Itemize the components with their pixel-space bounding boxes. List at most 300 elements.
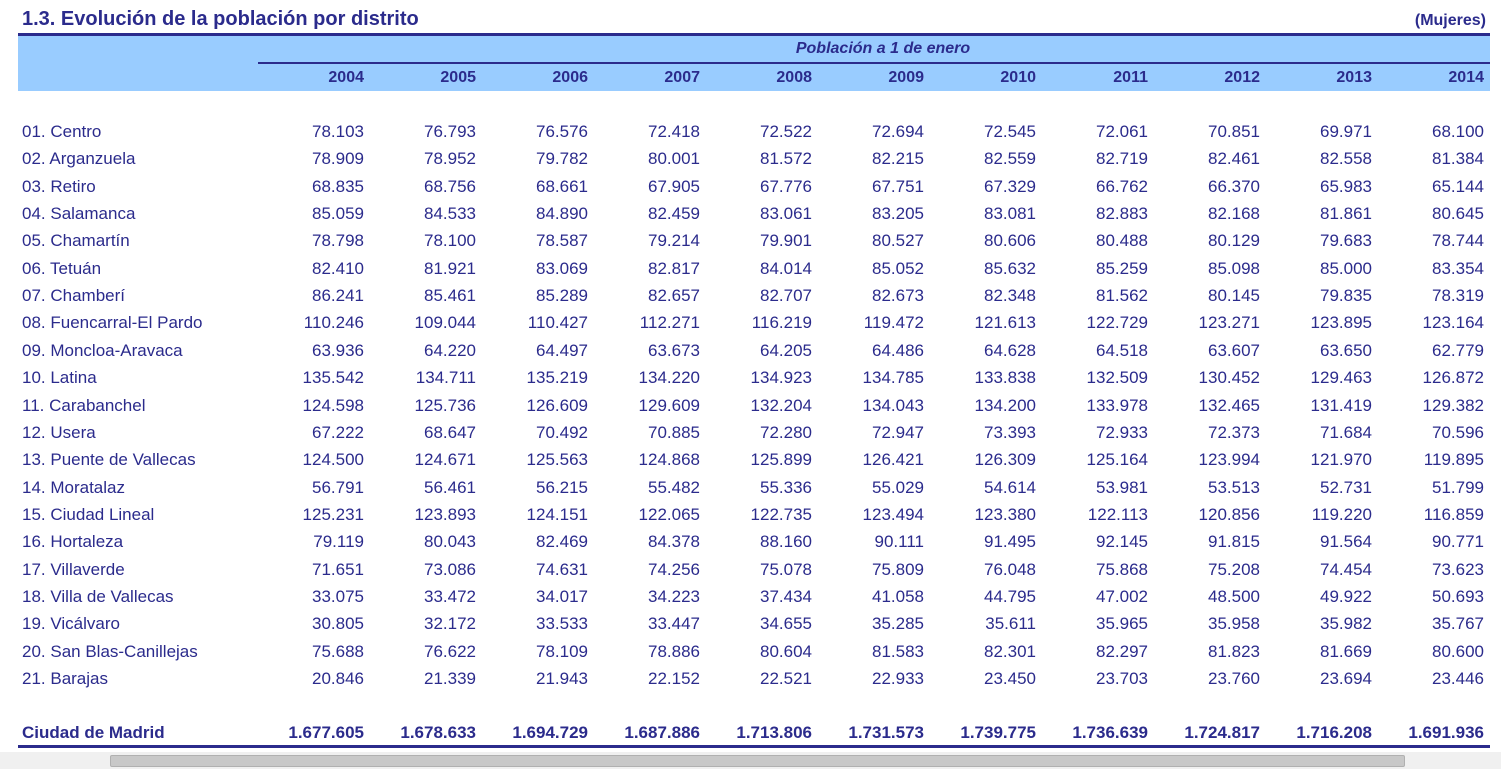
table-row bbox=[0, 177, 1501, 204]
population-value: 80.145 bbox=[1208, 286, 1260, 305]
population-value: 68.835 bbox=[312, 177, 364, 196]
district-label: 06. Tetuán bbox=[22, 259, 102, 278]
population-value: 33.075 bbox=[312, 587, 364, 606]
population-value: 79.901 bbox=[760, 231, 812, 250]
population-value: 72.061 bbox=[1096, 122, 1148, 141]
population-value: 55.029 bbox=[872, 478, 924, 497]
population-value: 23.694 bbox=[1320, 669, 1372, 688]
population-value: 112.271 bbox=[639, 313, 700, 332]
population-value: 72.522 bbox=[760, 122, 812, 141]
population-value: 64.497 bbox=[536, 341, 588, 360]
population-value: 92.145 bbox=[1096, 532, 1148, 551]
population-value: 65.983 bbox=[1320, 177, 1372, 196]
population-value: 123.164 bbox=[1422, 313, 1484, 332]
population-value: 33.472 bbox=[424, 587, 476, 606]
district-label: 15. Ciudad Lineal bbox=[22, 505, 155, 524]
population-value: 62.779 bbox=[1432, 341, 1484, 360]
population-value: 82.215 bbox=[872, 149, 924, 168]
population-value: 64.486 bbox=[872, 341, 924, 360]
table-row bbox=[0, 642, 1501, 669]
population-value: 71.651 bbox=[312, 560, 364, 579]
population-value: 125.164 bbox=[1086, 450, 1148, 469]
population-value: 78.109 bbox=[536, 642, 588, 661]
population-value: 82.707 bbox=[760, 286, 812, 305]
district-label: 19. Vicálvaro bbox=[22, 614, 120, 633]
population-value: 66.762 bbox=[1096, 177, 1148, 196]
population-value: 84.890 bbox=[536, 204, 588, 223]
population-value: 55.482 bbox=[648, 478, 700, 497]
district-label: 14. Moratalaz bbox=[22, 478, 125, 497]
horizontal-scrollbar[interactable] bbox=[0, 752, 1501, 769]
population-value: 88.160 bbox=[760, 532, 812, 551]
population-value: 123.380 bbox=[974, 505, 1036, 524]
population-value: 90.111 bbox=[874, 532, 924, 551]
population-value: 75.809 bbox=[872, 560, 924, 579]
district-label: 21. Barajas bbox=[22, 669, 108, 688]
population-value: 82.817 bbox=[648, 259, 700, 278]
population-value: 72.947 bbox=[872, 423, 924, 442]
population-value: 134.711 bbox=[415, 368, 476, 387]
population-value: 73.623 bbox=[1432, 560, 1484, 579]
population-value: 78.100 bbox=[424, 231, 476, 250]
population-value: 85.098 bbox=[1208, 259, 1260, 278]
population-value: 91.564 bbox=[1320, 532, 1372, 551]
population-value: 82.297 bbox=[1096, 642, 1148, 661]
population-value: 83.069 bbox=[536, 259, 588, 278]
population-value: 126.872 bbox=[1422, 368, 1484, 387]
population-value: 119.472 bbox=[863, 313, 924, 332]
population-value: 80.604 bbox=[760, 642, 812, 661]
population-value: 91.815 bbox=[1208, 532, 1260, 551]
population-value: 35.767 bbox=[1432, 614, 1484, 633]
population-value: 119.895 bbox=[1423, 450, 1484, 469]
page-title: 1.3. Evolución de la población por distrito bbox=[22, 8, 419, 30]
population-value: 23.446 bbox=[1432, 669, 1484, 688]
population-value: 51.799 bbox=[1432, 478, 1484, 497]
population-value: 119.220 bbox=[1311, 505, 1372, 524]
population-value: 80.527 bbox=[872, 231, 924, 250]
population-value: 68.647 bbox=[424, 423, 476, 442]
year-header: 2014 bbox=[1448, 69, 1484, 86]
population-value: 121.970 bbox=[1310, 450, 1372, 469]
population-value: 67.751 bbox=[872, 177, 924, 196]
population-value: 74.454 bbox=[1320, 560, 1372, 579]
population-value: 83.061 bbox=[760, 204, 812, 223]
population-value: 49.922 bbox=[1320, 587, 1372, 606]
population-value: 78.952 bbox=[424, 149, 476, 168]
population-value: 82.673 bbox=[872, 286, 924, 305]
population-value: 80.043 bbox=[424, 532, 476, 551]
population-value: 133.838 bbox=[974, 368, 1036, 387]
district-label: 11. Carabanchel bbox=[22, 396, 146, 415]
population-value: 82.657 bbox=[648, 286, 700, 305]
population-value: 81.572 bbox=[760, 149, 812, 168]
table-row bbox=[0, 614, 1501, 641]
year-header: 2011 bbox=[1113, 69, 1148, 86]
population-value: 132.204 bbox=[750, 396, 812, 415]
table-row bbox=[0, 560, 1501, 587]
gender-note: (Mujeres) bbox=[1414, 12, 1486, 29]
population-value: 81.669 bbox=[1320, 642, 1372, 661]
table-row bbox=[0, 368, 1501, 395]
population-value: 35.958 bbox=[1208, 614, 1260, 633]
population-value: 32.172 bbox=[424, 614, 476, 633]
population-value: 70.851 bbox=[1208, 122, 1260, 141]
population-value: 134.220 bbox=[638, 368, 700, 387]
population-value: 68.100 bbox=[1432, 122, 1484, 141]
population-value: 82.459 bbox=[648, 204, 700, 223]
population-value: 84.014 bbox=[760, 259, 812, 278]
table-row bbox=[0, 450, 1501, 477]
population-value: 70.492 bbox=[536, 423, 588, 442]
population-value: 82.348 bbox=[984, 286, 1036, 305]
population-value: 122.729 bbox=[1086, 313, 1148, 332]
population-value: 68.661 bbox=[536, 177, 588, 196]
population-value: 44.795 bbox=[984, 587, 1036, 606]
population-value: 80.600 bbox=[1432, 642, 1484, 661]
population-value: 86.241 bbox=[312, 286, 364, 305]
population-value: 67.222 bbox=[312, 423, 364, 442]
population-value: 72.280 bbox=[760, 423, 812, 442]
population-value: 131.419 bbox=[1310, 396, 1372, 415]
population-value: 78.744 bbox=[1432, 231, 1484, 250]
district-label: 16. Hortaleza bbox=[22, 532, 124, 551]
total-label: Ciudad de Madrid bbox=[22, 723, 165, 742]
population-value: 78.886 bbox=[648, 642, 700, 661]
population-value: 48.500 bbox=[1208, 587, 1260, 606]
population-value: 33.447 bbox=[648, 614, 700, 633]
population-value: 116.219 bbox=[751, 313, 812, 332]
district-label: 10. Latina bbox=[22, 368, 97, 387]
district-label: 02. Arganzuela bbox=[22, 149, 136, 168]
population-value: 78.909 bbox=[312, 149, 364, 168]
population-value: 122.735 bbox=[750, 505, 812, 524]
population-value: 70.885 bbox=[648, 423, 700, 442]
population-value: 135.219 bbox=[526, 368, 588, 387]
population-value: 80.606 bbox=[984, 231, 1036, 250]
population-value: 125.563 bbox=[526, 450, 588, 469]
population-value: 76.793 bbox=[424, 122, 476, 141]
district-label: 12. Usera bbox=[22, 423, 96, 442]
population-value: 54.614 bbox=[984, 478, 1036, 497]
population-value: 22.152 bbox=[648, 669, 700, 688]
population-value: 125.231 bbox=[302, 505, 364, 524]
population-value: 81.921 bbox=[424, 259, 476, 278]
table-row bbox=[0, 286, 1501, 313]
population-value: 134.200 bbox=[974, 396, 1036, 415]
year-header: 2010 bbox=[1000, 69, 1036, 86]
population-value: 74.631 bbox=[536, 560, 588, 579]
district-label: 17. Villaverde bbox=[22, 560, 125, 579]
year-header: 2013 bbox=[1336, 69, 1372, 86]
table-row bbox=[0, 231, 1501, 258]
population-value: 91.495 bbox=[984, 532, 1036, 551]
population-value: 63.650 bbox=[1320, 341, 1372, 360]
table-row bbox=[0, 423, 1501, 450]
population-value: 74.256 bbox=[648, 560, 700, 579]
population-value: 110.427 bbox=[527, 313, 588, 332]
population-value: 67.329 bbox=[984, 177, 1036, 196]
population-value: 85.461 bbox=[424, 286, 476, 305]
table-row bbox=[0, 587, 1501, 614]
total-value: 1.731.573 bbox=[848, 723, 924, 742]
population-value: 85.259 bbox=[1096, 259, 1148, 278]
population-value: 55.336 bbox=[760, 478, 812, 497]
population-value: 122.113 bbox=[1087, 505, 1148, 524]
population-value: 64.205 bbox=[760, 341, 812, 360]
population-value: 81.384 bbox=[1432, 149, 1484, 168]
table-row bbox=[0, 259, 1501, 286]
table-row bbox=[0, 313, 1501, 340]
population-value: 23.703 bbox=[1096, 669, 1148, 688]
population-value: 68.756 bbox=[424, 177, 476, 196]
population-value: 78.103 bbox=[312, 122, 364, 141]
table-row bbox=[0, 204, 1501, 231]
population-value: 134.923 bbox=[750, 368, 812, 387]
population-value: 82.558 bbox=[1320, 149, 1372, 168]
population-value: 67.776 bbox=[760, 177, 812, 196]
population-value: 123.994 bbox=[1198, 450, 1260, 469]
total-value: 1.739.775 bbox=[960, 723, 1036, 742]
population-value: 76.576 bbox=[536, 122, 588, 141]
population-value: 134.043 bbox=[862, 396, 924, 415]
population-value: 85.289 bbox=[536, 286, 588, 305]
population-value: 23.760 bbox=[1208, 669, 1260, 688]
population-value: 63.607 bbox=[1208, 341, 1260, 360]
district-label: 07. Chamberí bbox=[22, 286, 125, 305]
population-value: 116.859 bbox=[1423, 505, 1484, 524]
population-value: 72.373 bbox=[1208, 423, 1260, 442]
population-value: 80.488 bbox=[1096, 231, 1148, 250]
population-value: 83.205 bbox=[872, 204, 924, 223]
population-value: 64.518 bbox=[1096, 341, 1148, 360]
population-value: 126.309 bbox=[974, 450, 1036, 469]
population-value: 56.461 bbox=[424, 478, 476, 497]
population-value: 83.081 bbox=[984, 204, 1036, 223]
population-value: 79.835 bbox=[1320, 286, 1372, 305]
population-value: 82.469 bbox=[536, 532, 588, 551]
population-value: 63.936 bbox=[312, 341, 364, 360]
population-value: 22.521 bbox=[760, 669, 812, 688]
population-value: 109.044 bbox=[414, 313, 476, 332]
district-label: 18. Villa de Vallecas bbox=[22, 587, 174, 606]
population-value: 126.421 bbox=[862, 450, 924, 469]
total-value: 1.678.633 bbox=[400, 723, 476, 742]
population-value: 76.622 bbox=[424, 642, 476, 661]
district-label: 09. Moncloa-Aravaca bbox=[22, 341, 183, 360]
population-value: 90.771 bbox=[1432, 532, 1484, 551]
population-value: 47.002 bbox=[1096, 587, 1148, 606]
population-value: 124.500 bbox=[302, 450, 364, 469]
table-row bbox=[0, 149, 1501, 176]
population-value: 126.609 bbox=[526, 396, 588, 415]
population-value: 85.059 bbox=[312, 204, 364, 223]
population-value: 72.545 bbox=[984, 122, 1036, 141]
population-value: 64.628 bbox=[984, 341, 1036, 360]
population-value: 82.559 bbox=[984, 149, 1036, 168]
population-value: 129.382 bbox=[1422, 396, 1484, 415]
population-value: 78.319 bbox=[1432, 286, 1484, 305]
table-row bbox=[0, 341, 1501, 368]
population-value: 22.933 bbox=[872, 669, 924, 688]
population-value: 73.393 bbox=[984, 423, 1036, 442]
population-value: 120.856 bbox=[1198, 505, 1260, 524]
population-value: 82.719 bbox=[1096, 149, 1148, 168]
population-value: 84.533 bbox=[424, 204, 476, 223]
population-value: 125.736 bbox=[414, 396, 476, 415]
population-value: 132.465 bbox=[1198, 396, 1260, 415]
table-row bbox=[0, 532, 1501, 559]
total-value: 1.716.208 bbox=[1296, 723, 1372, 742]
total-value: 1.687.886 bbox=[624, 723, 700, 742]
population-value: 82.461 bbox=[1208, 149, 1260, 168]
population-value: 82.410 bbox=[312, 259, 364, 278]
population-value: 80.645 bbox=[1432, 204, 1484, 223]
population-value: 33.533 bbox=[536, 614, 588, 633]
population-value: 83.354 bbox=[1432, 259, 1484, 278]
total-value: 1.713.806 bbox=[736, 723, 812, 742]
population-value: 125.899 bbox=[750, 450, 812, 469]
population-value: 81.861 bbox=[1320, 204, 1372, 223]
year-header: 2012 bbox=[1224, 69, 1260, 86]
population-value: 124.671 bbox=[414, 450, 476, 469]
population-value: 70.596 bbox=[1432, 423, 1484, 442]
total-value: 1.677.605 bbox=[288, 723, 364, 742]
population-value: 66.370 bbox=[1208, 177, 1260, 196]
population-value: 129.463 bbox=[1310, 368, 1372, 387]
population-value: 110.246 bbox=[303, 313, 364, 332]
table-row bbox=[0, 478, 1501, 505]
population-value: 72.418 bbox=[648, 122, 700, 141]
population-value: 81.823 bbox=[1208, 642, 1260, 661]
population-value: 82.168 bbox=[1208, 204, 1260, 223]
population-value: 124.868 bbox=[638, 450, 700, 469]
population-value: 20.846 bbox=[312, 669, 364, 688]
population-value: 56.215 bbox=[536, 478, 588, 497]
population-value: 34.223 bbox=[648, 587, 700, 606]
district-label: 05. Chamartín bbox=[22, 231, 130, 250]
population-value: 123.494 bbox=[862, 505, 924, 524]
population-value: 30.805 bbox=[312, 614, 364, 633]
population-value: 80.129 bbox=[1208, 231, 1260, 250]
total-value: 1.724.817 bbox=[1184, 723, 1260, 742]
population-value: 79.683 bbox=[1320, 231, 1372, 250]
year-header: 2004 bbox=[328, 69, 364, 86]
district-label: 01. Centro bbox=[22, 122, 102, 141]
population-value: 132.509 bbox=[1086, 368, 1148, 387]
population-value: 21.943 bbox=[536, 669, 588, 688]
population-value: 65.144 bbox=[1432, 177, 1484, 196]
total-value: 1.736.639 bbox=[1072, 723, 1148, 742]
district-label: 13. Puente de Vallecas bbox=[22, 450, 196, 469]
year-header: 2005 bbox=[440, 69, 476, 86]
population-value: 134.785 bbox=[862, 368, 924, 387]
scrollbar-thumb[interactable] bbox=[110, 755, 1405, 767]
bottom-divider bbox=[18, 745, 1490, 748]
table-header bbox=[18, 36, 1490, 91]
district-label: 04. Salamanca bbox=[22, 204, 136, 223]
population-value: 121.613 bbox=[974, 313, 1036, 332]
population-value: 84.378 bbox=[648, 532, 700, 551]
population-value: 75.688 bbox=[312, 642, 364, 661]
population-value: 123.895 bbox=[1310, 313, 1372, 332]
population-value: 80.001 bbox=[648, 149, 700, 168]
population-value: 56.791 bbox=[312, 478, 364, 497]
population-value: 73.086 bbox=[424, 560, 476, 579]
population-value: 82.301 bbox=[984, 642, 1036, 661]
population-value: 35.285 bbox=[872, 614, 924, 633]
band-label: Población a 1 de enero bbox=[795, 40, 971, 57]
population-value: 64.220 bbox=[424, 341, 476, 360]
year-header: 2006 bbox=[552, 69, 588, 86]
population-value: 123.893 bbox=[414, 505, 476, 524]
population-value: 72.933 bbox=[1096, 423, 1148, 442]
population-value: 35.611 bbox=[985, 614, 1036, 633]
population-value: 35.982 bbox=[1320, 614, 1372, 633]
population-value: 85.632 bbox=[984, 259, 1036, 278]
population-value: 72.694 bbox=[872, 122, 924, 141]
population-value: 21.339 bbox=[424, 669, 476, 688]
year-header: 2009 bbox=[888, 69, 924, 86]
population-value: 23.450 bbox=[984, 669, 1036, 688]
population-value: 123.271 bbox=[1198, 313, 1260, 332]
population-value: 78.798 bbox=[312, 231, 364, 250]
population-value: 75.868 bbox=[1096, 560, 1148, 579]
population-value: 85.052 bbox=[872, 259, 924, 278]
population-value: 79.782 bbox=[536, 149, 588, 168]
population-value: 78.587 bbox=[536, 231, 588, 250]
population-value: 63.673 bbox=[648, 341, 700, 360]
population-value: 130.452 bbox=[1198, 368, 1260, 387]
title-row bbox=[22, 6, 1488, 34]
population-value: 35.965 bbox=[1096, 614, 1148, 633]
population-value: 124.598 bbox=[302, 396, 364, 415]
population-value: 81.562 bbox=[1096, 286, 1148, 305]
population-value: 81.583 bbox=[872, 642, 924, 661]
population-value: 76.048 bbox=[984, 560, 1036, 579]
total-value: 1.691.936 bbox=[1408, 723, 1484, 742]
population-value: 122.065 bbox=[638, 505, 700, 524]
table-row bbox=[0, 669, 1501, 696]
population-value: 67.905 bbox=[648, 177, 700, 196]
population-value: 82.883 bbox=[1096, 204, 1148, 223]
population-value: 124.151 bbox=[526, 505, 588, 524]
band-divider bbox=[258, 62, 1490, 64]
district-label: 08. Fuencarral-El Pardo bbox=[22, 313, 203, 332]
population-value: 52.731 bbox=[1320, 478, 1372, 497]
population-value: 79.214 bbox=[648, 231, 700, 250]
year-header: 2008 bbox=[776, 69, 812, 86]
population-value: 69.971 bbox=[1320, 122, 1372, 141]
table-row bbox=[0, 505, 1501, 532]
total-value: 1.694.729 bbox=[512, 723, 588, 742]
population-value: 50.693 bbox=[1432, 587, 1484, 606]
year-header: 2007 bbox=[664, 69, 700, 86]
district-label: 20. San Blas-Canillejas bbox=[22, 642, 198, 661]
population-value: 75.208 bbox=[1208, 560, 1260, 579]
population-value: 79.119 bbox=[313, 532, 364, 551]
population-value: 129.609 bbox=[638, 396, 700, 415]
population-value: 75.078 bbox=[760, 560, 812, 579]
population-value: 133.978 bbox=[1086, 396, 1148, 415]
district-label: 03. Retiro bbox=[22, 177, 96, 196]
population-value: 53.513 bbox=[1208, 478, 1260, 497]
population-value: 85.000 bbox=[1320, 259, 1372, 278]
table-row bbox=[0, 396, 1501, 423]
table-row bbox=[0, 122, 1501, 149]
population-value: 41.058 bbox=[872, 587, 924, 606]
population-value: 37.434 bbox=[760, 587, 812, 606]
